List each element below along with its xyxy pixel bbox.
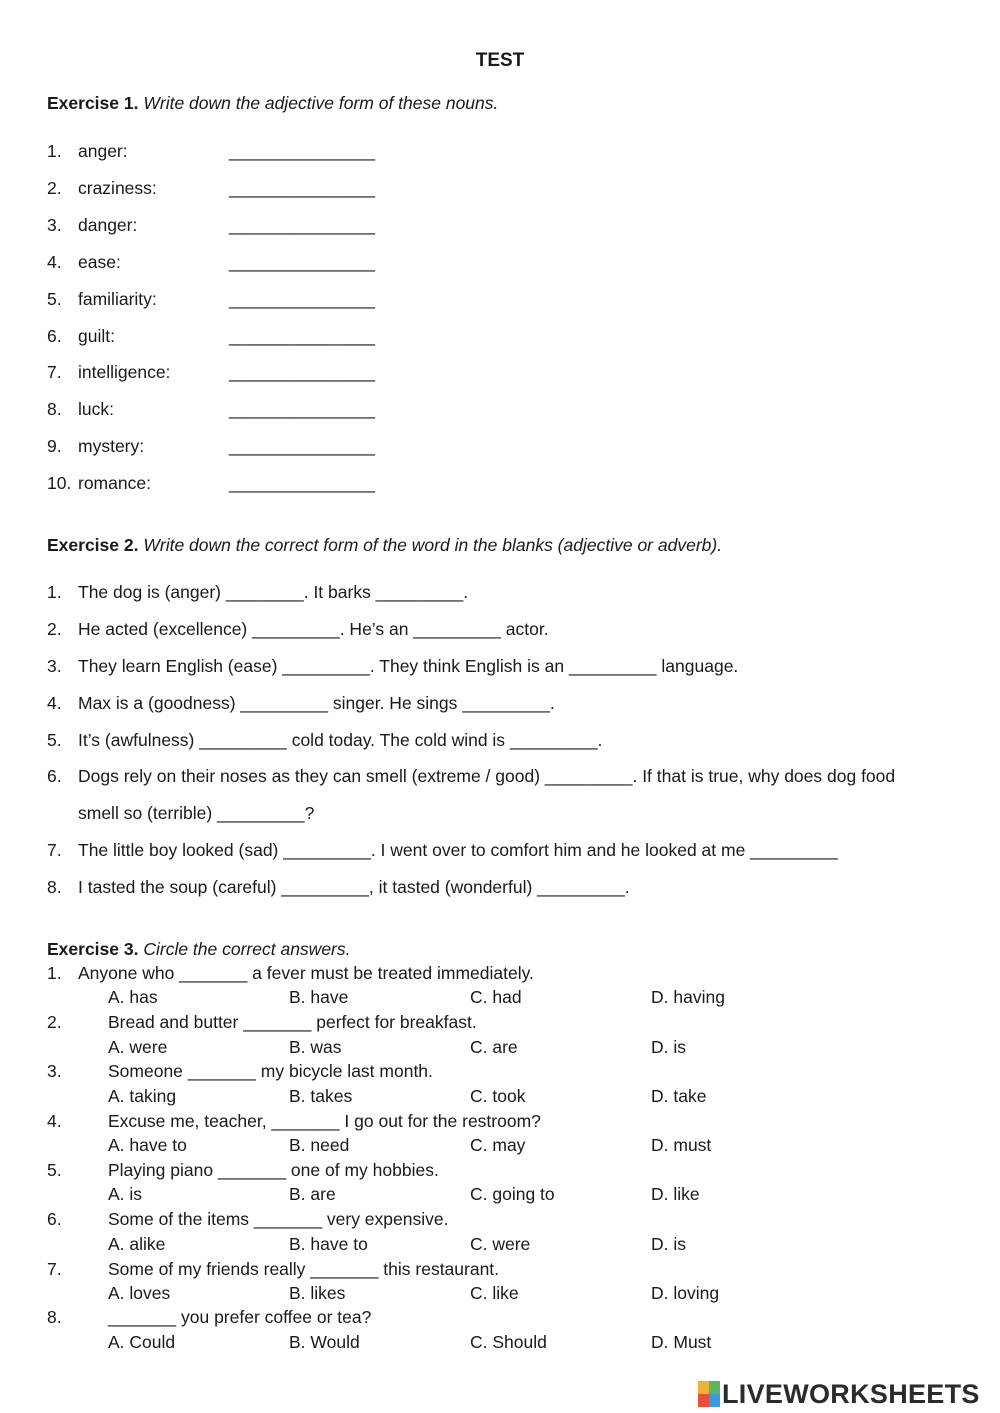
item-number: 9. xyxy=(47,436,62,456)
answer-blank[interactable]: _______________ xyxy=(229,252,375,272)
answer-blank[interactable]: _______________ xyxy=(229,362,375,382)
exercise-3-instruction: Circle the correct answers. xyxy=(143,939,351,959)
option-d[interactable]: D. having xyxy=(651,987,725,1007)
ex2-item-continued[interactable] xyxy=(47,803,314,824)
option-c[interactable]: C. had xyxy=(470,987,522,1007)
exercise-2-heading xyxy=(47,535,722,556)
item-number: 3. xyxy=(47,215,62,235)
answer-blank[interactable]: _______________ xyxy=(229,436,375,456)
answer-blank[interactable]: _______________ xyxy=(229,141,375,161)
option-c[interactable]: C. may xyxy=(470,1135,526,1155)
question-number: 8. xyxy=(47,1307,62,1327)
item-sentence: He acted (excellence) _________. He’s an _________ actor. xyxy=(78,619,549,639)
item-number: 5. xyxy=(47,730,62,750)
logo-square-icon xyxy=(709,1381,720,1394)
ex1-item xyxy=(47,362,375,383)
option-d[interactable]: D. loving xyxy=(651,1283,720,1303)
item-word: ease: xyxy=(78,252,121,272)
option-d[interactable]: D. take xyxy=(651,1086,707,1106)
option-b[interactable]: B. have to xyxy=(289,1234,368,1254)
item-sentence: The little boy looked (sad) _________. I went over to comfort him and he looked at me _________ xyxy=(78,840,838,860)
exercise-1-heading xyxy=(47,93,498,114)
logo-square-icon xyxy=(698,1394,709,1407)
option-b[interactable]: B. need xyxy=(289,1135,350,1155)
item-number: 4. xyxy=(47,252,62,272)
item-number: 10. xyxy=(47,473,72,493)
question-text: Playing piano _______ one of my hobbies. xyxy=(108,1160,439,1180)
option-c[interactable]: C. like xyxy=(470,1283,519,1303)
ex1-item xyxy=(47,436,375,457)
option-d[interactable]: D. is xyxy=(651,1037,686,1057)
question-number: 7. xyxy=(47,1259,62,1279)
item-number: 7. xyxy=(47,362,62,382)
ex1-item xyxy=(47,326,375,347)
item-number: 6. xyxy=(47,326,62,346)
question-text: Anyone who _______ a fever must be treated immediately. xyxy=(78,963,534,983)
exercise-2-instruction: Write down the correct form of the word in the blanks (adjective or adverb). xyxy=(143,535,723,555)
ex2-item[interactable] xyxy=(47,877,630,898)
option-b[interactable]: B. likes xyxy=(289,1283,346,1303)
exercise-3-heading xyxy=(47,939,351,960)
logo-square-icon xyxy=(709,1394,720,1407)
option-b[interactable]: B. takes xyxy=(289,1086,353,1106)
option-c[interactable]: C. took xyxy=(470,1086,526,1106)
option-a[interactable]: A. loves xyxy=(108,1283,171,1303)
option-b[interactable]: B. have xyxy=(289,987,349,1007)
question-text: Some of my friends really _______ this restaurant. xyxy=(108,1259,500,1279)
option-d[interactable]: D. like xyxy=(651,1184,700,1204)
item-word: romance: xyxy=(78,473,151,493)
item-sentence: smell so (terrible) _________? xyxy=(78,803,315,823)
item-number: 4. xyxy=(47,693,62,713)
item-number: 1. xyxy=(47,582,62,602)
item-number: 6. xyxy=(47,766,62,786)
question-text: Bread and butter _______ perfect for breakfast. xyxy=(108,1012,477,1032)
ex1-item xyxy=(47,252,375,273)
exercise-1-label: Exercise 1. xyxy=(47,93,139,113)
item-word: guilt: xyxy=(78,326,115,346)
item-number: 8. xyxy=(47,877,62,897)
item-sentence: They learn English (ease) _________. They think English is an _________ language. xyxy=(78,656,739,676)
item-number: 1. xyxy=(47,141,62,161)
item-sentence: Dogs rely on their noses as they can smell (extreme / good) _________. If that is true, why does dog food xyxy=(78,766,896,786)
option-d[interactable]: D. Must xyxy=(651,1332,712,1352)
ex2-item[interactable] xyxy=(47,840,838,861)
ex2-item[interactable] xyxy=(47,766,895,787)
answer-blank[interactable]: _______________ xyxy=(229,289,375,309)
page-title: TEST xyxy=(475,50,525,71)
ex1-item xyxy=(47,399,375,420)
option-a[interactable]: A. taking xyxy=(108,1086,177,1106)
option-b[interactable]: B. are xyxy=(289,1184,336,1204)
item-word: anger: xyxy=(78,141,128,161)
item-number: 8. xyxy=(47,399,62,419)
exercise-1-instruction: Write down the adjective form of these nouns. xyxy=(143,93,499,113)
question-number: 6. xyxy=(47,1209,62,1229)
logo-square-icon xyxy=(698,1381,709,1394)
option-a[interactable]: A. Could xyxy=(108,1332,176,1352)
ex2-item[interactable] xyxy=(47,656,738,677)
logo-text: LIVEWORKSHEETS xyxy=(722,1378,980,1409)
answer-blank[interactable]: _______________ xyxy=(229,473,375,493)
ex1-item xyxy=(47,289,375,310)
option-c[interactable]: C. going to xyxy=(470,1184,555,1204)
item-word: craziness: xyxy=(78,178,157,198)
ex1-item xyxy=(47,141,375,162)
answer-blank[interactable]: _______________ xyxy=(229,399,375,419)
item-sentence: It’s (awfulness) _________ cold today. The cold wind is _________. xyxy=(78,730,603,750)
ex2-item[interactable] xyxy=(47,619,549,640)
question-text: Someone _______ my bicycle last month. xyxy=(108,1061,433,1081)
item-number: 5. xyxy=(47,289,62,309)
question-text: Some of the items _______ very expensive. xyxy=(108,1209,449,1229)
ex1-item xyxy=(47,178,375,199)
option-c[interactable]: C. Should xyxy=(470,1332,547,1352)
option-b[interactable]: B. was xyxy=(289,1037,342,1057)
question-text: Excuse me, teacher, _______ I go out for the restroom? xyxy=(108,1111,541,1131)
item-sentence: Max is a (goodness) _________ singer. He sings _________. xyxy=(78,693,555,713)
question-number: 3. xyxy=(47,1061,62,1081)
logo-mark-icon xyxy=(698,1381,720,1407)
question-number: 5. xyxy=(47,1160,62,1180)
option-a[interactable]: A. have to xyxy=(108,1135,187,1155)
option-d[interactable]: D. is xyxy=(651,1234,686,1254)
question-text: _______ you prefer coffee or tea? xyxy=(108,1307,372,1327)
item-sentence: I tasted the soup (careful) _________, it tasted (wonderful) _________. xyxy=(78,877,630,897)
liveworksheets-logo[interactable] xyxy=(698,1378,980,1410)
item-number: 3. xyxy=(47,656,62,676)
answer-blank[interactable]: _______________ xyxy=(229,326,375,346)
option-a[interactable]: A. were xyxy=(108,1037,168,1057)
item-word: familiarity: xyxy=(78,289,157,309)
item-number: 2. xyxy=(47,619,62,639)
item-word: mystery: xyxy=(78,436,145,456)
option-a[interactable]: A. is xyxy=(108,1184,143,1204)
ex2-item[interactable] xyxy=(47,730,602,751)
ex1-item xyxy=(47,473,375,494)
ex2-item[interactable] xyxy=(47,693,555,714)
answer-blank[interactable]: _______________ xyxy=(229,215,375,235)
item-word: danger: xyxy=(78,215,138,235)
ex1-item xyxy=(47,215,375,236)
option-c[interactable]: C. are xyxy=(470,1037,518,1057)
item-number: 7. xyxy=(47,840,62,860)
item-word: luck: xyxy=(78,399,114,419)
option-b[interactable]: B. Would xyxy=(289,1332,360,1352)
option-d[interactable]: D. must xyxy=(651,1135,712,1155)
option-c[interactable]: C. were xyxy=(470,1234,531,1254)
item-word: intelligence: xyxy=(78,362,171,382)
option-a[interactable]: A. has xyxy=(108,987,158,1007)
option-a[interactable]: A. alike xyxy=(108,1234,166,1254)
answer-blank[interactable]: _______________ xyxy=(229,178,375,198)
ex2-item[interactable] xyxy=(47,582,468,603)
question-number: 2. xyxy=(47,1012,62,1032)
question-number: 4. xyxy=(47,1111,62,1131)
item-sentence: The dog is (anger) ________. It barks _________. xyxy=(78,582,469,602)
item-number: 2. xyxy=(47,178,62,198)
question-number: 1. xyxy=(47,963,62,983)
exercise-3-label: Exercise 3. xyxy=(47,939,139,959)
exercise-2-label: Exercise 2. xyxy=(47,535,139,555)
